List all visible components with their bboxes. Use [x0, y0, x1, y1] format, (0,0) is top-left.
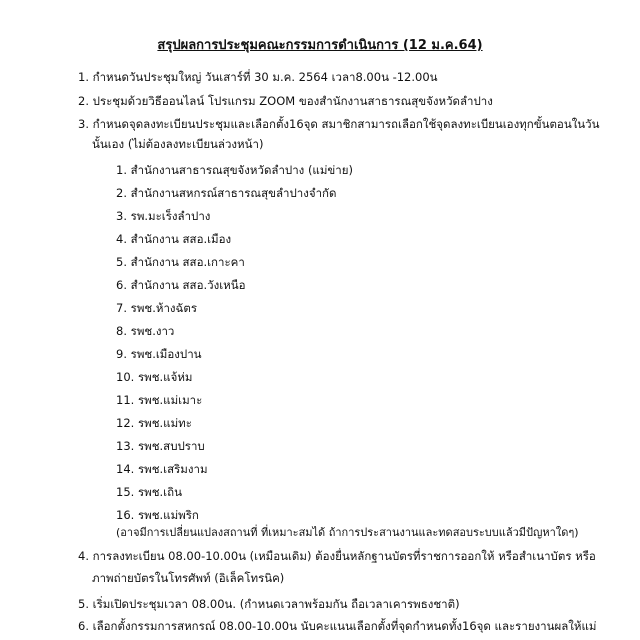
location-text: รพช.งาว — [130, 324, 175, 338]
location-item — [116, 254, 245, 270]
item-text: เลือกตั้งกรรมการสหกรณ์ 08.00-10.00น นับคะแนนเลือกตั้งที่จุดกำหนดทั้ง16จุด และรายงานผลให้แม่ — [92, 619, 597, 633]
location-item — [116, 231, 231, 247]
list-item-5 — [78, 596, 460, 612]
location-text: รพ.มะเร็งลำปาง — [130, 209, 211, 223]
location-text: รพช.แม่เมาะ — [137, 393, 203, 407]
list-item-1 — [78, 69, 438, 85]
list-item-3-continuation: นั้นเอง (ไม่ต้องลงทะเบียนล่วงหน้า) — [92, 137, 264, 151]
item-number: 3. — [78, 117, 89, 131]
location-text: สำนักงานสาธารณสุขจังหวัดลำปาง (แม่ข่าย) — [130, 163, 353, 177]
location-item — [116, 300, 197, 316]
item-text: กำหนดวันประชุมใหญ่ วันเสาร์ที่ 30 ม.ค. 2564 เวลา8.00น -12.00น — [92, 70, 438, 84]
location-text: รพช.แม่ทะ — [137, 416, 192, 430]
item-number: 1. — [78, 70, 89, 84]
list-item-3 — [78, 116, 599, 132]
location-item — [116, 415, 192, 431]
list-item-6 — [78, 618, 596, 634]
location-item — [116, 208, 210, 224]
location-text: สำนักงาน สสอ.วังเหนือ — [130, 278, 246, 292]
location-number: 4. — [116, 232, 127, 246]
location-text: รพช.สบปราบ — [137, 439, 205, 453]
location-item — [116, 507, 199, 523]
location-number: 7. — [116, 301, 127, 315]
location-text: รพช.เถิน — [137, 485, 182, 499]
location-text: สำนักงาน สสอ.เมือง — [130, 232, 232, 246]
item-text: การลงทะเบียน 08.00-10.00น (เหมือนเดิม) ต้องยื่นหลักฐานบัตรที่ราชการออกให้ หรือสำเนาบัตร หรือ — [92, 549, 596, 563]
location-item — [116, 323, 174, 339]
location-number: 5. — [116, 255, 127, 269]
location-number: 16. — [116, 508, 135, 522]
location-item — [116, 277, 245, 293]
item-number: 4. — [78, 549, 89, 563]
item-number: 5. — [78, 597, 89, 611]
location-number: 8. — [116, 324, 127, 338]
location-item — [116, 185, 336, 201]
locations-note: (อาจมีการเปลี่ยนแปลงสถานที่ ที่เหมาะสมได้ ถ้าการประสานงานและทดสอบระบบแล้วมีปัญหาใดๆ) — [116, 526, 579, 539]
list-item-4-continuation: ภาพถ่ายบัตรในโทรศัพท์ (อิเล็คโทรนิค) — [92, 571, 285, 585]
location-number: 15. — [116, 485, 135, 499]
location-number: 10. — [116, 370, 135, 384]
location-number: 11. — [116, 393, 135, 407]
location-number: 13. — [116, 439, 135, 453]
item-text: เริ่มเปิดประชุมเวลา 08.00น. (กำหนดเวลาพร้อมกัน ถือเวลาเคารพธงชาติ) — [92, 597, 460, 611]
location-text: รพช.แจ้ห่ม — [137, 370, 193, 384]
location-text: รพช.เสริมงาม — [137, 462, 208, 476]
location-item — [116, 346, 202, 362]
location-text: สำนักงานสหกรณ์สาธารณสุขลำปางจำกัด — [130, 186, 337, 200]
location-number: 14. — [116, 462, 135, 476]
location-item — [116, 484, 182, 500]
item-number: 2. — [78, 94, 89, 108]
location-item — [116, 162, 353, 178]
location-item — [116, 369, 192, 385]
item-text: ประชุมด้วยวิธีออนไลน์ โปรแกรม ZOOM ของสำนักงานสาธารณสุขจังหวัดลำปาง — [92, 94, 493, 108]
item-text: กำหนดจุดลงทะเบียนประชุมและเลือกตั้ง16จุด สมาชิกสามารถเลือกใช้จุดลงทะเบียนเองทุกขั้นตอนในวัน — [92, 117, 600, 131]
list-item-2 — [78, 93, 493, 109]
location-text: รพช.แม่พริก — [137, 508, 199, 522]
location-item — [116, 438, 205, 454]
location-number: 6. — [116, 278, 127, 292]
location-number: 3. — [116, 209, 127, 223]
location-text: รพช.เมืองปาน — [130, 347, 202, 361]
location-text: รพช.ห้างฉัตร — [130, 301, 197, 315]
location-number: 1. — [116, 163, 127, 177]
location-number: 2. — [116, 186, 127, 200]
location-item — [116, 461, 208, 477]
item-number: 6. — [78, 619, 89, 633]
location-text: สำนักงาน สสอ.เกาะคา — [130, 255, 245, 269]
location-number: 12. — [116, 416, 135, 430]
list-item-4 — [78, 548, 596, 564]
location-item — [116, 392, 202, 408]
location-number: 9. — [116, 347, 127, 361]
document-title: สรุปผลการประชุมคณะกรรมการดำเนินการ (12 ม.ค.64) — [157, 38, 483, 53]
